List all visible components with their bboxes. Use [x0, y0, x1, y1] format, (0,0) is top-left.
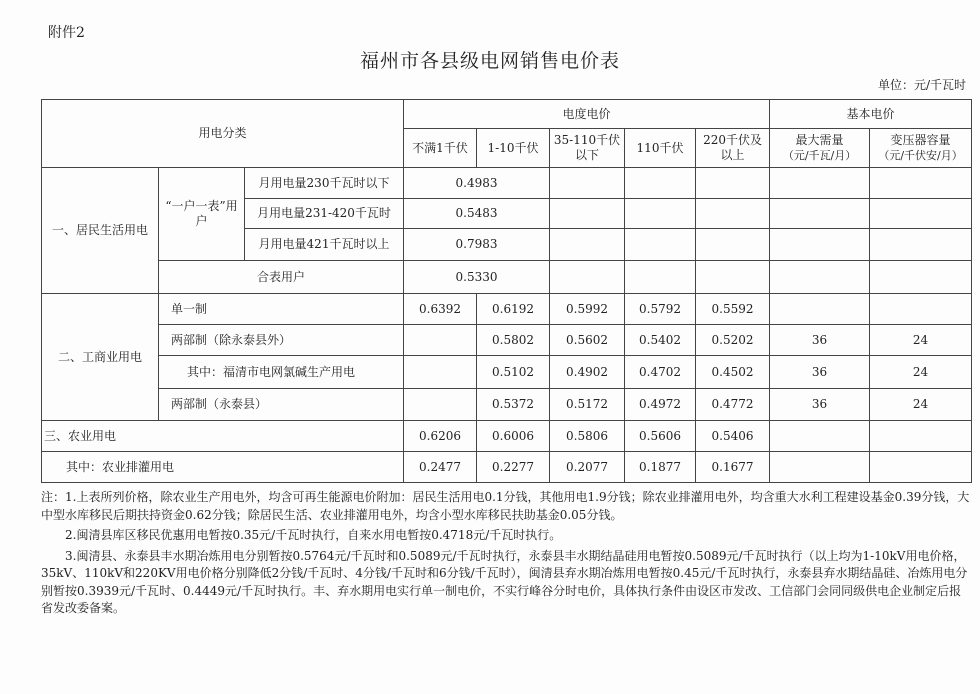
- max-demand-cell: 36: [770, 325, 870, 356]
- price-cell: 0.6206: [404, 421, 477, 452]
- price-cell: 0.2077: [550, 452, 625, 483]
- price-cell: 0.5102: [477, 356, 550, 389]
- price-cell: 0.4772: [696, 389, 770, 421]
- price-cell: 0.1677: [696, 452, 770, 483]
- max-demand-cell: 36: [770, 389, 870, 421]
- transformer-cell: 24: [870, 356, 972, 389]
- header-category: 用电分类: [42, 100, 404, 168]
- price-cell: [404, 389, 477, 421]
- max-demand-cell: [770, 294, 870, 325]
- unit-label: 单位：元/千瓦时: [877, 78, 966, 92]
- price-cell: 0.5802: [477, 325, 550, 356]
- price-cell: 0.4702: [625, 356, 696, 389]
- header-voltage: 110千伏: [625, 129, 696, 168]
- tier-price: 0.7983: [404, 229, 550, 261]
- header-voltage: 220千伏及以上: [696, 129, 770, 168]
- price-cell: 0.2477: [404, 452, 477, 483]
- price-cell: 0.6392: [404, 294, 477, 325]
- price-cell: 0.5172: [550, 389, 625, 421]
- price-cell: 0.5592: [696, 294, 770, 325]
- price-cell: 0.4972: [625, 389, 696, 421]
- shared-meter-price: 0.5330: [404, 261, 550, 294]
- industrial-row-label: 两部制（永泰县）: [159, 389, 404, 421]
- header-max-demand: 最大需量 （元/千瓦/月）: [770, 129, 870, 168]
- tier-label: 月用电量231-420千瓦时: [245, 199, 404, 229]
- price-cell: 0.6006: [477, 421, 550, 452]
- price-cell: 0.5606: [625, 421, 696, 452]
- transformer-cell: 24: [870, 325, 972, 356]
- price-cell: [404, 356, 477, 389]
- price-cell: 0.2277: [477, 452, 550, 483]
- page-title: 福州市各县级电网销售电价表: [359, 50, 620, 72]
- price-cell: 0.5992: [550, 294, 625, 325]
- shared-meter-label: 合表用户: [159, 261, 404, 294]
- attachment-label: 附件2: [48, 25, 85, 41]
- header-basic-price: 基本电价: [770, 100, 972, 129]
- price-cell: 0.6192: [477, 294, 550, 325]
- agriculture-label: 三、农业用电: [42, 421, 404, 452]
- industrial-row-label: 单一制: [159, 294, 404, 325]
- price-cell: [404, 325, 477, 356]
- price-cell: 0.4902: [550, 356, 625, 389]
- header-voltage: 35-110千伏以下: [550, 129, 625, 168]
- tier-label: 月用电量230千瓦时以下: [245, 168, 404, 199]
- price-cell: 0.1877: [625, 452, 696, 483]
- industrial-row-label: 两部制（除永泰县外）: [159, 325, 404, 356]
- price-cell: 0.5402: [625, 325, 696, 356]
- header-voltage: 1-10千伏: [477, 129, 550, 168]
- price-cell: 0.5792: [625, 294, 696, 325]
- price-cell: 0.5406: [696, 421, 770, 452]
- note-3: 3.闽清县、永泰县丰水期冶炼用电分别暂按0.5764元/千瓦时和0.5089元/千瓦时执行，永泰县丰水期结晶硅用电暂按0.5089元/千瓦时执行（以上均为1-10kV用电价格，35kV、110kV和220KV用电价格分别降低2分钱/千瓦时、4分钱/千瓦时和6分钱/千瓦时），闽清县弃水期冶炼用电暂按0.45元/千瓦时执行，永泰县弃水期结晶硅、冶炼用电分别暂按0.3939元/千瓦时、0.4449元/千瓦时执行。丰、弃水期用电实行单一制电价，不实行峰谷分时电价，具体执行条件由设区市发改、工信部门会同同级供电企业制定后报省发改委备案。: [41, 548, 968, 615]
- price-cell: 0.5806: [550, 421, 625, 452]
- note-1: 注：1.上表所列价格，除农业生产用电外，均含可再生能源电价附加：居民生活用电0.1分钱，其他用电1.9分钱；除农业排灌用电外，均含重大水利工程建设基金0.39分钱，大中型水库移民后期扶持资金0.62分钱；除居民生活、农业排灌用电外，均含小型水库移民扶助基金0.05分钱。: [41, 490, 970, 522]
- header-voltage: 不满1千伏: [404, 129, 477, 168]
- industrial-row-label: 其中：福清市电网氯碱生产用电: [159, 356, 404, 389]
- notes: [41, 489, 971, 618]
- max-demand-cell: 36: [770, 356, 870, 389]
- header-energy-price: 电度电价: [404, 100, 770, 129]
- tier-price: 0.4983: [404, 168, 550, 199]
- group-industrial: 二、工商业用电: [42, 294, 159, 421]
- transformer-cell: [870, 294, 972, 325]
- header-transformer: 变压器容量 （元/千伏安/月）: [870, 129, 972, 168]
- price-cell: 0.5602: [550, 325, 625, 356]
- tier-label: 月用电量421千瓦时以上: [245, 229, 404, 261]
- irrigation-label: 其中：农业排灌用电: [42, 452, 404, 483]
- subgroup-one-meter: “一户一表”用户: [159, 168, 245, 261]
- note-2: 2.闽清县库区移民优惠用电暂按0.35元/千瓦时执行，自来水用电暂按0.4718元/千瓦时执行。: [65, 528, 562, 542]
- price-table: [41, 99, 972, 483]
- group-residential: 一、居民生活用电: [42, 168, 159, 294]
- price-cell: 0.4502: [696, 356, 770, 389]
- transformer-cell: 24: [870, 389, 972, 421]
- tier-price: 0.5483: [404, 199, 550, 229]
- price-cell: 0.5372: [477, 389, 550, 421]
- price-cell: 0.5202: [696, 325, 770, 356]
